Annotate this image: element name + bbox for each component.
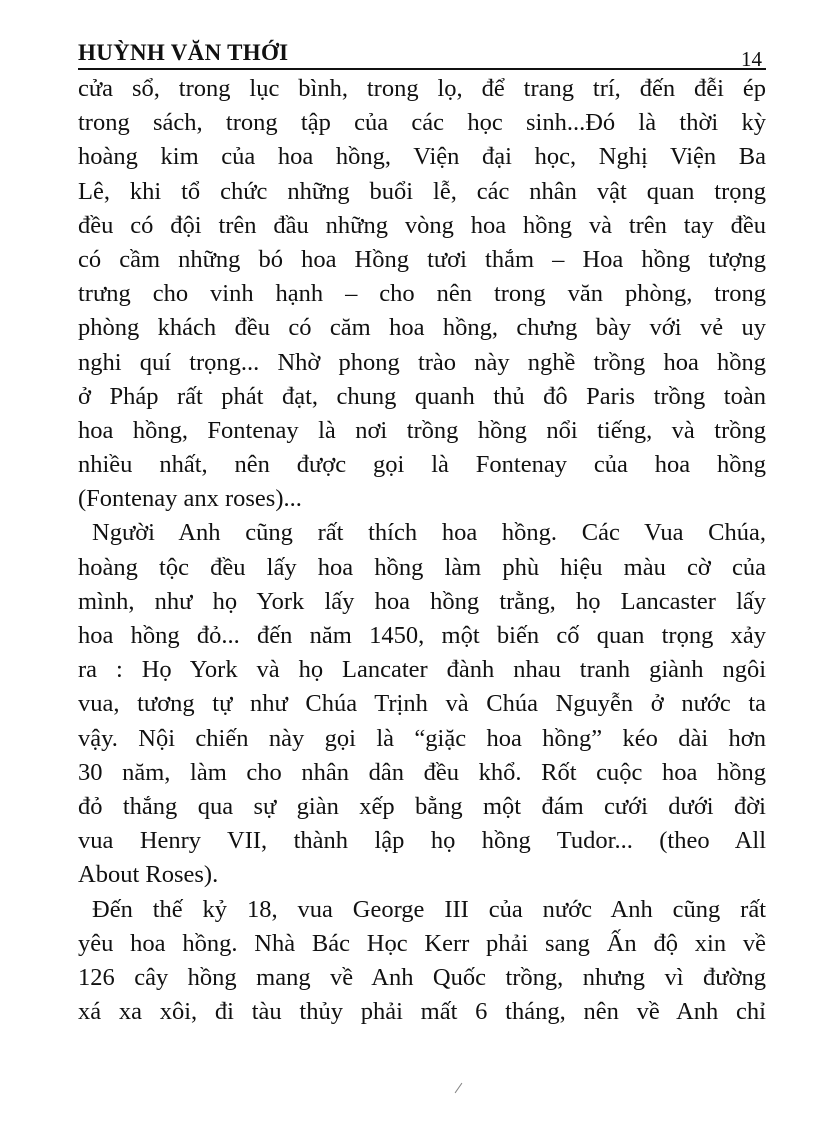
text-line: trong sách, trong tập của các học sinh...Đó là thời kỳ	[78, 109, 766, 137]
text-line: (Fontenay anx roses)...	[78, 485, 302, 513]
text-line: hoa hồng đỏ... đến năm 1450, một biến cố quan trọng xảy	[78, 622, 766, 649]
text-line: yêu hoa hồng. Nhà Bác Học Kerr phải sang Ấn độ xin về	[78, 929, 766, 957]
text-line: hoa hồng, Fontenay là nơi trồng hồng nổi tiếng, và trồng	[78, 416, 766, 444]
text-line: nhiều nhất, nên được gọi là Fontenay của hoa hồng	[78, 451, 766, 479]
text-line: vậy. Nội chiến này gọi là “giặc hoa hồng” kéo dài hơn	[78, 724, 766, 752]
text-line: trưng cho vinh hạnh – cho nên trong văn phòng, trong	[78, 280, 766, 308]
text-line: đỏ thắng qua sự giàn xếp bằng một đám cưới dưới đời	[78, 792, 766, 820]
text-line: ra : Họ York và họ Lancater đành nhau tranh giành ngôi	[78, 656, 766, 684]
text-line: nghi quí trọng... Nhờ phong trào này nghề trồng hoa hồng	[78, 348, 766, 376]
text-line: xá xa xôi, đi tàu thủy phải mất 6 tháng, nên về Anh chỉ	[78, 998, 766, 1026]
author-name: HUỲNH VĂN THỚI	[78, 40, 289, 65]
text-line: cửa sổ, trong lục bình, trong lọ, để trang trí, đến đễi ép	[78, 75, 766, 102]
text-line: About Roses).	[78, 861, 219, 889]
text-line: vua, tương tự như Chúa Trịnh và Chúa Nguyễn ở nước ta	[78, 690, 766, 718]
text-line: 30 năm, làm cho nhân dân đều khổ. Rốt cuộc hoa hồng	[78, 758, 766, 786]
text-line: Đến thế kỷ 18, vua George III của nước Anh cũng rất	[92, 895, 766, 923]
text-line: Người Anh cũng rất thích hoa hồng. Các Vua Chúa,	[92, 519, 766, 547]
text-line: Lê, khi tổ chức những buổi lễ, các nhân vật quan trọng	[78, 177, 766, 205]
text-line: hoàng kim của hoa hồng, Viện đại học, Nghị Viện Ba	[78, 143, 766, 171]
text-line: 126 cây hồng mang về Anh Quốc trồng, nhưng vì đường	[78, 963, 766, 991]
scan-speck	[455, 1083, 463, 1093]
page-header	[78, 40, 766, 70]
text-line: hoàng tộc đều lấy hoa hồng làm phù hiệu màu cờ của	[78, 553, 766, 581]
text-line: đều có đội trên đầu những vòng hoa hồng và trên tay đều	[78, 211, 766, 239]
text-line: ở Pháp rất phát đạt, chung quanh thủ đô Paris trồng toàn	[78, 382, 766, 410]
text-line: phòng khách đều có căm hoa hồng, chưng bày với vẻ uy	[78, 314, 766, 342]
header-rule	[78, 68, 766, 70]
text-line: có cầm những bó hoa Hồng tươi thắm – Hoa hồng tượng	[78, 245, 766, 273]
text-line: mình, như họ York lấy hoa hồng trằng, họ Lancaster lấy	[78, 587, 766, 615]
text-line: vua Henry VII, thành lập họ hồng Tudor... (theo All	[78, 827, 766, 855]
body-text	[78, 72, 766, 1029]
page-number: 14	[741, 47, 762, 71]
